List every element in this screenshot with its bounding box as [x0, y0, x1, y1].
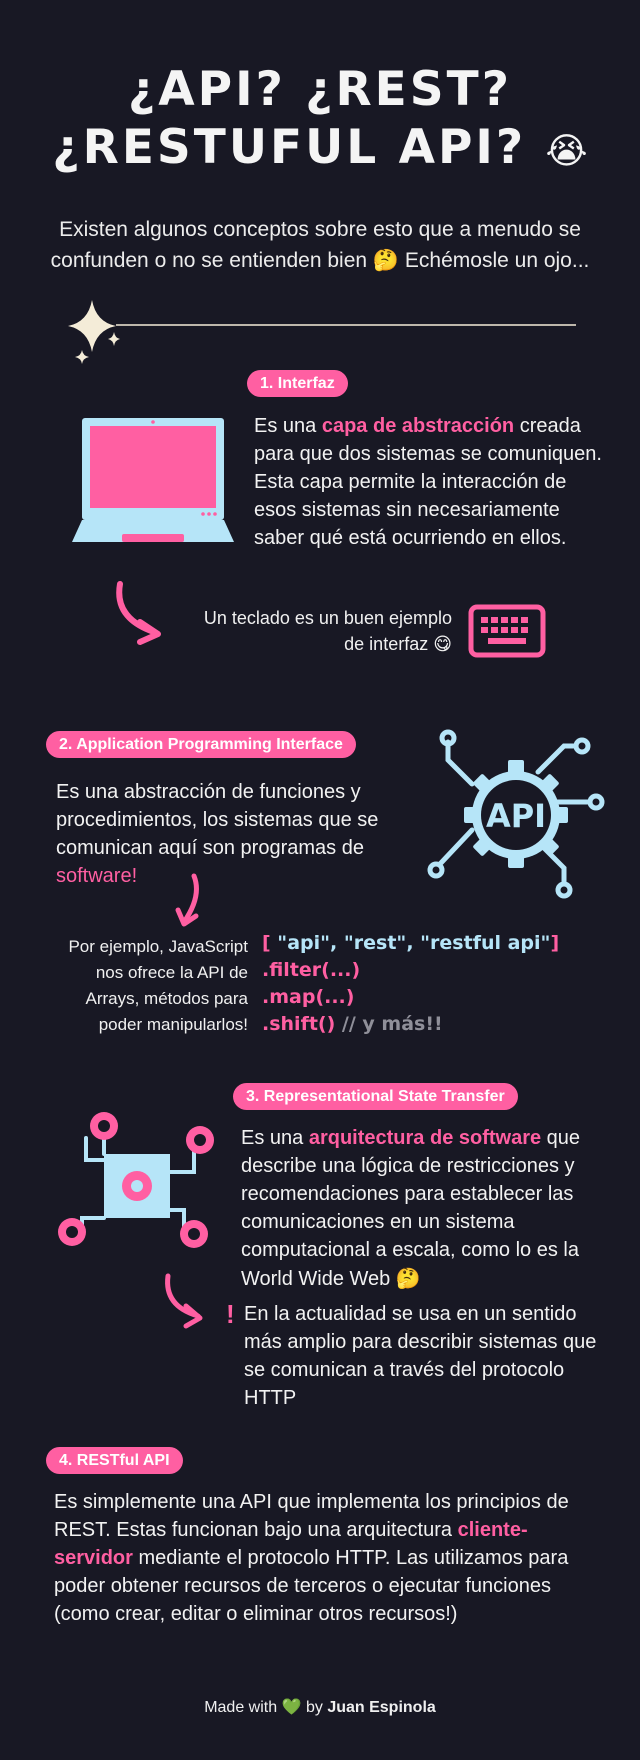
- code-bracket-open: [: [262, 932, 271, 954]
- section-1-pill: 1. Interfaz: [247, 370, 348, 397]
- section-4-text-post: mediante el protocolo HTTP. Las utilizamos para poder obtener recursos de terceros o ejecutar funciones (como crear, editar o eliminar otros recursos!): [54, 1547, 569, 1625]
- section-2-example-line-1: Por ejemplo, JavaScript: [68, 937, 248, 956]
- api-label: API: [485, 797, 547, 835]
- section-2-text-pre: Es una abstracción de funciones y procedimientos, los sistemas que se comunican aquí son programas de: [56, 781, 379, 859]
- code-bracket-close: ]: [550, 932, 560, 954]
- section-4-text-pre: Es simplemente una API que implementa los principios de REST. Estas funcionan bajo una arquitectura: [54, 1491, 569, 1541]
- section-3-note: En la actualidad se usa en un sentido más amplio para describir sistemas que se comunican a través del protocolo HTTP: [244, 1303, 597, 1409]
- code-line-filter: .filter(...): [262, 959, 361, 981]
- curved-arrow-icon-3: [158, 1272, 212, 1332]
- code-comment: // y más!!: [335, 1013, 443, 1035]
- code-line-1: [262, 930, 622, 957]
- laptop-icon: [70, 416, 236, 546]
- section-1-text-pre: Es una: [254, 415, 322, 437]
- code-shift: .shift(): [262, 1013, 336, 1035]
- footer: [0, 1697, 640, 1717]
- code-example: [262, 930, 622, 1038]
- intro-line-1: Existen algunos conceptos sobre esto que a menudo se: [59, 218, 581, 241]
- crying-face-icon: 😭: [545, 131, 588, 172]
- section-2-example: [30, 934, 248, 1038]
- section-1-highlight: capa de abstracción: [321, 415, 515, 437]
- section-2-example-line-4: poder manipularlos!: [98, 1015, 248, 1034]
- green-heart-icon: 💚: [281, 1697, 302, 1716]
- sparkle-divider: [56, 292, 586, 372]
- sparkle-tiny-icon: [75, 350, 89, 364]
- thinking-face-icon-2: 🤔: [395, 1266, 421, 1290]
- sparkle-small-icon: [108, 332, 120, 346]
- intro-line-2-end: Echémosle un ojo...: [404, 249, 590, 272]
- section-1-example-line-1: Un teclado es un buen ejemplo: [203, 608, 452, 628]
- section-4-highlight: cliente-servidor: [54, 1519, 528, 1569]
- section-3-highlight: arquitectura de software: [308, 1127, 542, 1149]
- section-4-description: [54, 1488, 594, 1628]
- title-line-2-text: ¿RESTUFUL API?: [52, 120, 527, 175]
- network-chip-icon: [52, 1108, 222, 1248]
- section-1-example-line-2: [150, 631, 452, 658]
- section-1-description: [254, 412, 608, 552]
- sparkle-large-icon: [68, 300, 116, 352]
- footer-made-with: Made with: [204, 1699, 278, 1716]
- section-2-description: [56, 778, 426, 890]
- code-line-shift: [262, 1011, 622, 1038]
- intro-line-2: [20, 245, 620, 276]
- keyboard-icon: [468, 604, 546, 658]
- footer-by: by: [305, 1699, 323, 1716]
- intro-line-2-text: confunden o no se entienden bien: [50, 249, 368, 272]
- section-3-text-post: que describe una lógica de restricciones y recomendaciones para establecer las comunicaciones en un sistema computacional a escala, como lo es la World Wide Web: [241, 1127, 581, 1290]
- api-gear-icon: [426, 726, 606, 906]
- section-3-text-pre: Es una: [241, 1127, 309, 1149]
- title-line-2: [0, 120, 640, 180]
- section-2-example-line-2: nos ofrece la API de: [95, 963, 248, 982]
- section-2-pill: 2. Application Programming Interface: [46, 731, 356, 758]
- thinking-face-icon: 🤔: [372, 248, 400, 272]
- section-3-description: [241, 1124, 611, 1293]
- curved-arrow-icon-2: [174, 872, 204, 932]
- section-2-example-line-3: Arrays, métodos para: [85, 989, 248, 1008]
- section-3-pill: 3. Representational State Transfer: [233, 1083, 518, 1110]
- code-array: "api", "rest", "restful api": [270, 932, 551, 954]
- exclamation-icon: !: [226, 1299, 235, 1329]
- section-1-example: [150, 605, 452, 658]
- code-line-map: .map(...): [262, 986, 355, 1008]
- section-1-example-line-2-text: de interfaz: [344, 634, 429, 654]
- section-2-highlight: software!: [56, 865, 138, 887]
- section-4-pill: 4. RESTful API: [46, 1447, 183, 1474]
- section-1-text-post: creada para que dos sistemas se comuniquen. Esta capa permite la interacción de esos sistemas sin necesariamente saber qué está ocurriendo en ellos.: [254, 415, 602, 549]
- title-line-1: ¿API? ¿REST?: [128, 62, 512, 117]
- yum-face-icon: 😋: [433, 634, 452, 655]
- intro-text: [20, 214, 620, 276]
- footer-author: Juan Espinola: [327, 1699, 436, 1716]
